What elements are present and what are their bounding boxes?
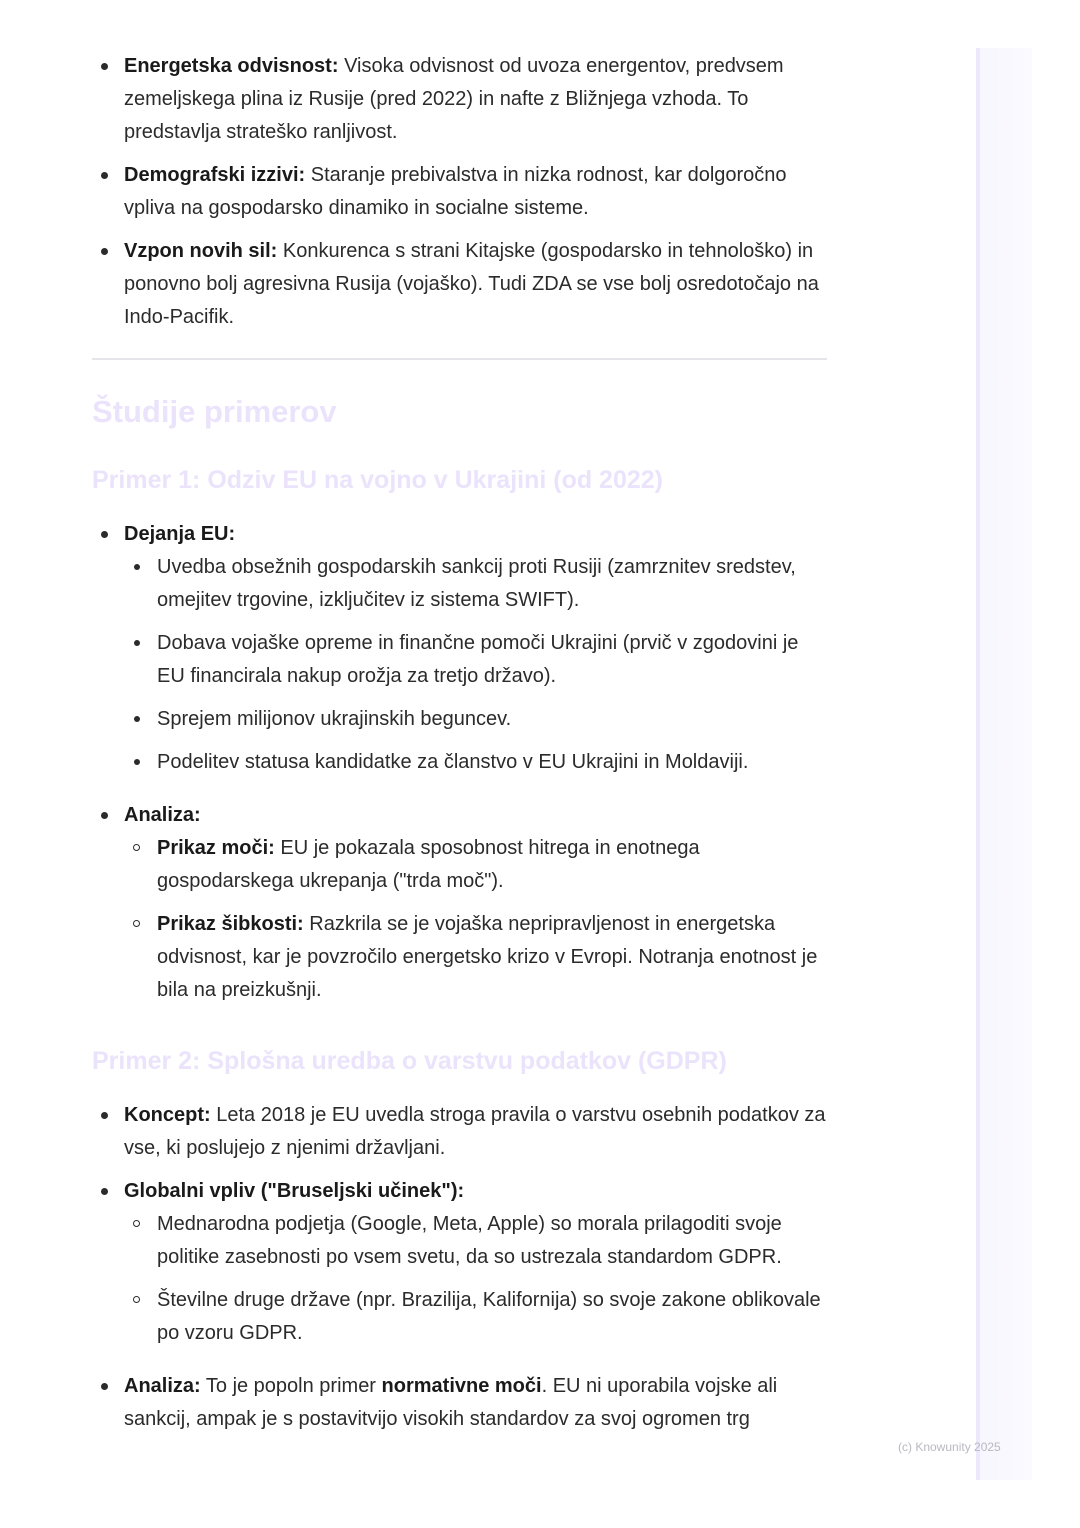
impact-sublist	[124, 1208, 827, 1350]
copyright-notice: (c) Knowunity 2025	[898, 1440, 1001, 1454]
list-item: Koncept: Leta 2018 je EU uvedla stroga pravila o varstvu osebnih podatkov za vse, ki poslujejo z njenimi državljani.	[92, 1099, 827, 1165]
sublist-item: Številne druge države (npr. Brazilija, Kalifornija) so svoje zakone oblikovale po vzoru GDPR.	[124, 1284, 827, 1350]
list-item	[92, 799, 827, 1007]
list-item	[92, 518, 827, 779]
side-panel	[976, 48, 1032, 1480]
sublist-item: Uvedba obsežnih gospodarskih sankcij proti Rusiji (zamrznitev sredstev, omejitev trgovine, izključitev iz sistema SWIFT).	[124, 551, 827, 617]
section-divider	[92, 358, 827, 360]
example-1-title: Primer 1: Odziv EU na vojno v Ukrajini (od 2022)	[92, 466, 663, 494]
impact-label: Globalni vpliv ("Bruseljski učinek"):	[124, 1180, 465, 1202]
list-item: Energetska odvisnost: Visoka odvisnost od uvoza energentov, predvsem zemeljskega plina iz Rusije (pred 2022) in nafte z Bližnjega vzhoda. To predstavlja strateško ranljivost.	[92, 50, 827, 149]
example-2-list	[92, 1099, 827, 1436]
sublist-item: Prikaz šibkosti: Razkrila se je vojaška nepripravljenost in energetska odvisnost, kar je povzročilo energetsko krizo v Evropi. Notranja enotnost je bila na preizkušnji.	[124, 908, 827, 1007]
sublist-item: Sprejem milijonov ukrajinskih beguncev.	[124, 703, 827, 736]
actions-sublist	[124, 551, 827, 779]
sublist-item: Dobava vojaške opreme in finančne pomoči Ukrajini (prvič v zgodovini je EU financirala nakup orožja za tretjo državo).	[124, 627, 827, 693]
sublist-item: Podelitev statusa kandidatke za članstvo v EU Ukrajini in Moldaviji.	[124, 746, 827, 779]
sublist-item: Prikaz moči: EU je pokazala sposobnost hitrega in enotnega gospodarskega ukrepanja ("trda moč").	[124, 832, 827, 898]
example-1-list	[92, 518, 827, 1007]
example-2-title: Primer 2: Splošna uredba o varstvu podatkov (GDPR)	[92, 1047, 727, 1075]
actions-label: Dejanja EU:	[124, 523, 236, 545]
list-item	[92, 1175, 827, 1350]
section-title: Študije primerov	[92, 394, 337, 429]
list-item: Vzpon novih sil: Konkurenca s strani Kitajske (gospodarsko in tehnološko) in ponovno bolj agresivna Rusija (vojaško). Tudi ZDA se vse bolj osredotočajo na Indo-Pacifik.	[92, 235, 827, 334]
list-item: Demografski izzivi: Staranje prebivalstva in nizka rodnost, kar dolgoročno vpliva na gospodarsko dinamiko in socialne sisteme.	[92, 159, 827, 225]
sublist-item: Mednarodna podjetja (Google, Meta, Apple) so morala prilagoditi svoje politike zasebnosti po vsem svetu, da so ustrezala standardom GDPR.	[124, 1208, 827, 1274]
analysis-sublist	[124, 832, 827, 1007]
analysis-label: Analiza:	[124, 804, 201, 826]
document-content	[92, 50, 827, 1446]
challenges-list	[92, 50, 827, 334]
list-item: Analiza: To je popoln primer normativne moči. EU ni uporabila vojske ali sankcij, ampak je s postavitvijo visokih standardov za svoj ogromen trg	[92, 1370, 827, 1436]
